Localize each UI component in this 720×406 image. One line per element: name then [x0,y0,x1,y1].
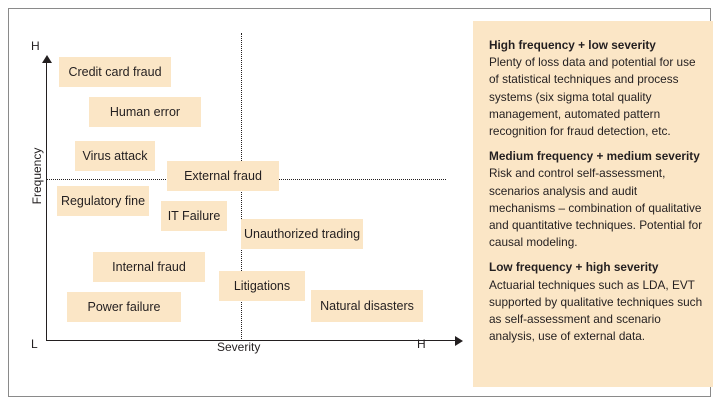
section-body: Risk and control self-assessment, scenarios analysis and audit mechanisms – combination of qualitative and quantitative techniques. Potential for causal modeling. [489,166,703,250]
x-axis-arrow-icon [455,336,463,346]
risk-credit-card-fraud: Credit card fraud [59,57,171,87]
risk-virus-attack: Virus attack [75,141,155,171]
y-axis-arrow-icon [42,55,52,63]
origin-label: L [31,337,38,351]
risk-human-error: Human error [89,97,201,127]
section-low-frequency [489,259,703,345]
risk-matrix [9,9,479,398]
risk-it-failure: IT Failure [161,201,227,231]
explanation-panel [473,21,713,387]
section-heading: Low frequency + high severity [489,260,659,275]
x-high-label: H [417,337,426,351]
section-high-frequency [489,37,703,140]
risk-regulatory-fine: Regulatory fine [57,186,149,216]
section-heading: Medium frequency + medium severity [489,149,700,164]
section-body: Plenty of loss data and potential for use of statistical techniques and process systems (six sigma total quality management, automated pattern recognition for fraud detection, etc. [489,55,696,139]
y-axis-label: Frequency [30,147,44,205]
risk-internal-fraud: Internal fraud [93,252,205,282]
figure-frame [8,8,711,397]
risk-external-fraud: External fraud [167,161,279,191]
section-body: Actuarial techniques such as LDA, EVT supported by qualitative techniques such as self-assessment and scenario analysis, use of external data. [489,277,703,344]
risk-unauthorized-trading: Unauthorized trading [241,219,363,249]
section-medium-frequency [489,148,703,251]
section-heading: High frequency + low severity [489,38,656,52]
x-axis-label: Severity [217,340,261,354]
y-axis [46,61,47,341]
risk-power-failure: Power failure [67,292,181,322]
y-high-label: H [31,39,40,53]
risk-litigations: Litigations [219,271,305,301]
risk-natural-disasters: Natural disasters [311,290,423,322]
